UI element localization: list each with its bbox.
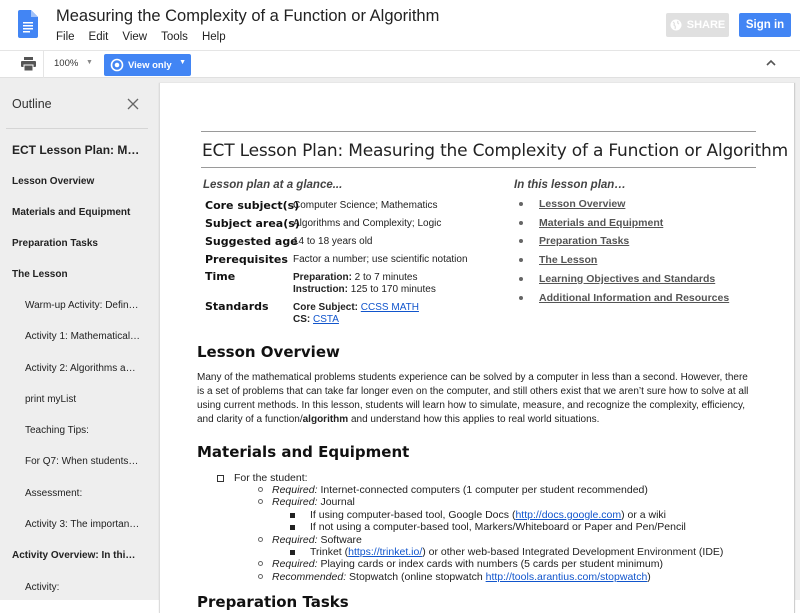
overview-text-part: and understand how this applies to real world situations. bbox=[348, 414, 600, 425]
outline-panel bbox=[0, 78, 150, 600]
instruction-value: 125 to 170 minutes bbox=[348, 284, 436, 295]
share-label: SHARE bbox=[686, 19, 726, 31]
close-icon[interactable] bbox=[127, 98, 139, 110]
glance-label: Subject area(s) bbox=[205, 217, 300, 230]
circle-bullet-icon bbox=[258, 537, 263, 542]
glance-label: Core subject(s) bbox=[205, 199, 300, 212]
glance-heading: Lesson plan at a glance... bbox=[203, 179, 343, 191]
menu-tools[interactable]: Tools bbox=[161, 31, 188, 43]
outline-item[interactable]: print myList bbox=[25, 394, 77, 405]
outline-item[interactable]: The Lesson bbox=[12, 269, 68, 280]
glance-value bbox=[293, 302, 419, 326]
materials-item bbox=[310, 521, 686, 533]
square-bullet-icon bbox=[217, 475, 224, 482]
bullet-icon bbox=[519, 221, 523, 225]
item-link[interactable]: http://docs.google.com bbox=[515, 508, 622, 521]
item-text: Software bbox=[317, 533, 362, 546]
glance-label: Standards bbox=[205, 300, 269, 313]
view-mode-label: View only bbox=[128, 59, 172, 71]
item-tag: Required: bbox=[272, 496, 318, 509]
in-plan-link[interactable]: Preparation Tasks bbox=[539, 235, 630, 248]
prep-label: Preparation: bbox=[293, 272, 352, 283]
instruction-label: Instruction: bbox=[293, 284, 348, 295]
document-heading: ECT Lesson Plan: Measuring the Complexity of a Function or Algorithm bbox=[202, 141, 788, 161]
bullet-icon bbox=[519, 277, 523, 281]
app-header bbox=[0, 0, 800, 50]
core-subject-label: Core Subject: bbox=[293, 302, 361, 313]
in-plan-link[interactable]: Additional Information and Resources bbox=[539, 291, 730, 304]
toolbar bbox=[0, 50, 800, 78]
outline-item[interactable]: Assessment: bbox=[25, 488, 83, 499]
sign-in-button[interactable]: Sign in bbox=[739, 13, 791, 37]
glance-label: Suggested age bbox=[205, 235, 298, 248]
share-button[interactable] bbox=[666, 13, 729, 37]
item-text: Journal bbox=[317, 496, 355, 509]
in-plan-heading: In this lesson plan… bbox=[514, 179, 626, 191]
outline-item[interactable]: Activity 2: Algorithms a… bbox=[25, 363, 136, 374]
view-mode-button[interactable] bbox=[104, 54, 191, 76]
outline-item[interactable]: Teaching Tips: bbox=[25, 425, 89, 436]
in-plan-link[interactable]: Materials and Equipment bbox=[539, 216, 664, 229]
globe-icon bbox=[670, 19, 682, 31]
in-plan-link[interactable]: Lesson Overview bbox=[539, 198, 626, 210]
chevron-up-icon[interactable] bbox=[764, 56, 778, 70]
materials-item bbox=[272, 484, 648, 496]
csta-link[interactable]: CSTA bbox=[313, 314, 339, 325]
document-title: Measuring the Complexity of a Function or Algorithm bbox=[56, 7, 440, 25]
outline-item[interactable]: Warm-up Activity: Defin… bbox=[25, 300, 139, 311]
circle-bullet-icon bbox=[258, 487, 263, 492]
menu-file[interactable]: File bbox=[56, 31, 75, 43]
outline-item[interactable]: ECT Lesson Plan: M… bbox=[12, 143, 140, 157]
outline-item[interactable]: Materials and Equipment bbox=[12, 207, 131, 218]
view-mode-dropdown-icon[interactable]: ▼ bbox=[179, 59, 186, 66]
overview-text-part: Many of the mathematical problems students experience can be solved by a computer in less than a second. However, there is a set of problems that can take far longer even on the computer, and still others exist that we aren’t sure how to solve at all using current methods. In this lesson, students will learn how to simulate, measure, and recognize the complexity, efficiency, and clarity of a function/ bbox=[197, 372, 749, 425]
materials-item bbox=[272, 534, 362, 546]
lesson-overview-heading: Lesson Overview bbox=[197, 343, 340, 361]
outline-title: Outline bbox=[12, 97, 52, 111]
google-docs-logo-icon[interactable] bbox=[18, 10, 38, 38]
item-text: If not using a computer-based tool, Markers/Whiteboard or Paper and Pen/Pencil bbox=[310, 521, 686, 534]
glance-value: 14 to 18 years old bbox=[293, 236, 373, 247]
materials-item bbox=[310, 546, 723, 558]
materials-item bbox=[310, 509, 666, 521]
lesson-overview-text bbox=[197, 371, 757, 427]
in-plan-link[interactable]: The Lesson bbox=[539, 254, 598, 267]
toolbar-divider bbox=[43, 51, 44, 78]
outline-item[interactable]: Lesson Overview bbox=[12, 176, 95, 187]
outline-item[interactable]: Activity 3: The importan… bbox=[25, 519, 140, 530]
item-tag: Required: bbox=[272, 558, 318, 571]
materials-heading: Materials and Equipment bbox=[197, 443, 410, 461]
filled-square-bullet-icon bbox=[290, 525, 295, 530]
title-rule-bottom bbox=[201, 167, 756, 168]
prep-value: 2 to 7 minutes bbox=[351, 272, 418, 283]
item-text: Internet-connected computers (1 computer per student recommended) bbox=[317, 484, 648, 496]
title-rule-top bbox=[201, 131, 756, 132]
item-text: ) or other web-based Integrated Development Environment (IDE) bbox=[422, 546, 724, 558]
outline-item[interactable]: Activity Overview: In thi… bbox=[12, 550, 136, 561]
glance-label: Prerequisites bbox=[205, 253, 288, 266]
item-text: ) or a wiki bbox=[621, 508, 667, 521]
circle-bullet-icon bbox=[258, 499, 263, 504]
overview-bold-word: algorithm bbox=[302, 414, 349, 425]
menu-edit[interactable]: Edit bbox=[88, 31, 109, 43]
main-area bbox=[0, 78, 800, 611]
item-text: Playing cards or index cards with numbers (5 cards per student minimum) bbox=[317, 558, 664, 571]
eye-icon bbox=[110, 58, 124, 72]
outline-item[interactable]: Activity: bbox=[25, 582, 60, 593]
materials-item bbox=[272, 496, 355, 508]
materials-item bbox=[272, 558, 663, 570]
outline-divider bbox=[6, 128, 148, 129]
for-student-label: For the student: bbox=[234, 472, 308, 484]
zoom-select[interactable]: 100% bbox=[54, 58, 79, 69]
item-link[interactable]: https://trinket.io/ bbox=[348, 546, 423, 558]
glance-value: Algorithms and Complexity; Logic bbox=[293, 218, 442, 229]
item-text: If using computer-based tool, Google Docs ( bbox=[310, 508, 516, 521]
glance-value: Factor a number; use scientific notation bbox=[293, 254, 468, 265]
glance-value: Computer Science; Mathematics bbox=[293, 200, 438, 211]
materials-item bbox=[272, 571, 651, 583]
item-text: Trinket ( bbox=[310, 546, 349, 558]
bullet-icon bbox=[519, 296, 523, 300]
bullet-icon bbox=[519, 258, 523, 262]
bullet-icon bbox=[519, 202, 523, 206]
menu-bar bbox=[56, 31, 240, 43]
ccss-math-link[interactable]: CCSS MATH bbox=[360, 302, 419, 313]
filled-square-bullet-icon bbox=[290, 550, 295, 555]
bullet-icon bbox=[519, 239, 523, 243]
menu-help[interactable]: Help bbox=[201, 31, 226, 43]
menu-view[interactable]: View bbox=[122, 31, 148, 43]
item-tag: Recommended: bbox=[272, 570, 347, 583]
zoom-dropdown-icon[interactable]: ▼ bbox=[86, 59, 93, 66]
item-text: Stopwatch (online stopwatch bbox=[346, 570, 486, 583]
filled-square-bullet-icon bbox=[290, 513, 295, 518]
outline-item[interactable]: Preparation Tasks bbox=[12, 238, 98, 249]
cs-label: CS: bbox=[293, 314, 313, 325]
item-tag: Required: bbox=[272, 484, 318, 496]
outline-item[interactable]: For Q7: When students… bbox=[25, 456, 139, 467]
glance-label: Time bbox=[205, 270, 236, 283]
glance-value bbox=[293, 272, 436, 296]
in-plan-link[interactable]: Learning Objectives and Standards bbox=[539, 272, 716, 285]
outline-item[interactable]: Activity 1: Mathematical… bbox=[25, 331, 141, 342]
print-icon[interactable] bbox=[21, 57, 36, 71]
circle-bullet-icon bbox=[258, 561, 263, 566]
preparation-tasks-heading: Preparation Tasks bbox=[197, 593, 349, 611]
item-tag: Required: bbox=[272, 533, 318, 546]
item-text: ) bbox=[647, 570, 651, 583]
circle-bullet-icon bbox=[258, 574, 263, 579]
item-link[interactable]: http://tools.arantius.com/stopwatch bbox=[485, 570, 648, 583]
document-page bbox=[159, 83, 795, 613]
